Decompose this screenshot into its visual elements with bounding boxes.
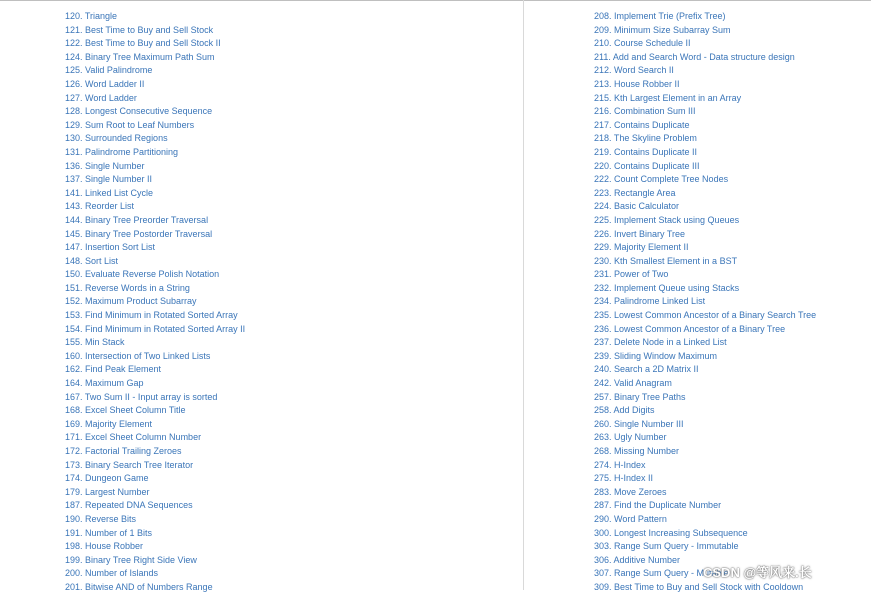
problem-link[interactable]: 260. Single Number III bbox=[594, 418, 684, 429]
problem-link[interactable]: 225. Implement Stack using Queues bbox=[594, 214, 740, 225]
problem-link[interactable]: 164. Maximum Gap bbox=[65, 378, 144, 389]
problem-link[interactable]: 127. Word Ladder bbox=[65, 92, 137, 103]
problem-link[interactable]: 223. Rectangle Area bbox=[594, 187, 676, 198]
problem-link[interactable]: 274. H-Index bbox=[594, 459, 646, 470]
left-problem-list bbox=[65, 10, 245, 595]
problem-link[interactable]: 215. Kth Largest Element in an Array bbox=[594, 92, 742, 103]
problem-link[interactable]: 212. Word Search II bbox=[594, 65, 674, 76]
problem-link[interactable]: 209. Minimum Size Subarray Sum bbox=[594, 24, 731, 35]
problem-link[interactable]: 153. Find Minimum in Rotated Sorted Array bbox=[65, 310, 238, 321]
problem-link[interactable]: 167. Two Sum II - Input array is sorted bbox=[65, 391, 218, 402]
problem-link[interactable]: 309. Best Time to Buy and Sell Stock with Cooldown bbox=[594, 581, 804, 592]
problem-link[interactable]: 168. Excel Sheet Column Title bbox=[65, 405, 186, 416]
problem-link[interactable]: 287. Find the Duplicate Number bbox=[594, 500, 722, 511]
problem-link[interactable]: 258. Add Digits bbox=[594, 405, 655, 416]
problem-link[interactable]: 137. Single Number II bbox=[65, 174, 153, 185]
problem-link[interactable]: 122. Best Time to Buy and Sell Stock II bbox=[65, 38, 221, 49]
problem-link[interactable]: 147. Insertion Sort List bbox=[65, 242, 156, 253]
problem-link[interactable]: 124. Binary Tree Maximum Path Sum bbox=[65, 51, 215, 62]
problem-link[interactable]: 130. Surrounded Regions bbox=[65, 133, 168, 144]
problem-link[interactable]: 129. Sum Root to Leaf Numbers bbox=[65, 119, 195, 130]
problem-link[interactable]: 174. Dungeon Game bbox=[65, 473, 149, 484]
problem-link[interactable]: 198. House Robber bbox=[65, 541, 144, 552]
problem-link[interactable]: 210. Course Schedule II bbox=[594, 38, 691, 49]
problem-link[interactable]: 234. Palindrome Linked List bbox=[594, 296, 706, 307]
problem-link[interactable]: 283. Move Zeroes bbox=[594, 486, 667, 497]
problem-link[interactable]: 151. Reverse Words in a String bbox=[65, 282, 190, 293]
problem-link[interactable]: 229. Majority Element II bbox=[594, 242, 689, 253]
problem-link[interactable]: 237. Delete Node in a Linked List bbox=[594, 337, 727, 348]
problem-link[interactable]: 187. Repeated DNA Sequences bbox=[65, 500, 193, 511]
problem-link[interactable]: 224. Basic Calculator bbox=[594, 201, 680, 212]
column-divider bbox=[523, 0, 524, 590]
problem-link[interactable]: 303. Range Sum Query - Immutable bbox=[594, 541, 739, 552]
problem-link[interactable]: 268. Missing Number bbox=[594, 446, 680, 456]
problem-link[interactable]: 242. Valid Anagram bbox=[594, 378, 672, 389]
problem-link[interactable]: 155. Min Stack bbox=[65, 337, 125, 348]
problem-link[interactable]: 199. Binary Tree Right Side View bbox=[65, 554, 197, 565]
problem-link[interactable]: 148. Sort List bbox=[65, 255, 119, 266]
problem-link[interactable]: 230. Kth Smallest Element in a BST bbox=[594, 255, 738, 266]
problem-link[interactable]: 263. Ugly Number bbox=[594, 432, 667, 443]
problem-link[interactable]: 131. Palindrome Partitioning bbox=[65, 146, 179, 157]
problem-link[interactable]: 235. Lowest Common Ancestor of a Binary Search Tree bbox=[594, 310, 817, 321]
problem-link[interactable]: 208. Implement Trie (Prefix Tree) bbox=[594, 11, 726, 21]
problem-link[interactable]: 239. Sliding Window Maximum bbox=[594, 350, 718, 361]
problem-link[interactable]: 307. Range Sum Query - Mutable bbox=[594, 568, 729, 579]
problem-link[interactable]: 231. Power of Two bbox=[594, 269, 669, 280]
problem-link[interactable]: 216. Combination Sum III bbox=[594, 106, 696, 117]
problem-link[interactable]: 222. Count Complete Tree Nodes bbox=[594, 174, 729, 185]
problem-link[interactable]: 275. H-Index II bbox=[594, 473, 654, 484]
problem-link[interactable]: 290. Word Pattern bbox=[594, 513, 667, 524]
problem-link[interactable]: 190. Reverse Bits bbox=[65, 513, 137, 524]
problem-link[interactable]: 169. Majority Element bbox=[65, 418, 153, 429]
problem-link[interactable]: 150. Evaluate Reverse Polish Notation bbox=[65, 269, 220, 280]
problem-link[interactable]: 128. Longest Consecutive Sequence bbox=[65, 106, 213, 117]
problem-link[interactable]: 171. Excel Sheet Column Number bbox=[65, 432, 202, 443]
problem-link[interactable]: 143. Reorder List bbox=[65, 201, 135, 212]
problem-link[interactable]: 220. Contains Duplicate III bbox=[594, 160, 700, 171]
problem-link[interactable]: 173. Binary Search Tree Iterator bbox=[65, 459, 194, 470]
problem-link[interactable]: 120. Triangle bbox=[65, 11, 118, 21]
problem-link[interactable]: 126. Word Ladder II bbox=[65, 78, 145, 89]
problem-link[interactable]: 300. Longest Increasing Subsequence bbox=[594, 527, 748, 538]
problem-link[interactable]: 219. Contains Duplicate II bbox=[594, 146, 698, 157]
problem-link[interactable]: 145. Binary Tree Postorder Traversal bbox=[65, 228, 213, 239]
problem-link[interactable]: 257. Binary Tree Paths bbox=[594, 391, 686, 402]
problem-link[interactable]: 152. Maximum Product Subarray bbox=[65, 296, 197, 307]
problem-link[interactable]: 232. Implement Queue using Stacks bbox=[594, 282, 740, 293]
problem-link[interactable]: 136. Single Number bbox=[65, 160, 145, 171]
problem-link[interactable]: 144. Binary Tree Preorder Traversal bbox=[65, 214, 209, 225]
problem-link[interactable]: 125. Valid Palindrome bbox=[65, 65, 153, 76]
problem-link[interactable]: 226. Invert Binary Tree bbox=[594, 228, 686, 239]
problem-link[interactable]: 162. Find Peak Element bbox=[65, 364, 162, 375]
top-border bbox=[0, 0, 871, 1]
problem-link[interactable]: 200. Number of Islands bbox=[65, 568, 159, 579]
right-problem-list bbox=[594, 10, 816, 595]
problem-link[interactable]: 201. Bitwise AND of Numbers Range bbox=[65, 581, 213, 592]
problem-link[interactable]: 218. The Skyline Problem bbox=[594, 133, 697, 144]
problem-link[interactable]: 172. Factorial Trailing Zeroes bbox=[65, 446, 182, 456]
problem-link[interactable]: 179. Largest Number bbox=[65, 486, 150, 497]
problem-link[interactable]: 121. Best Time to Buy and Sell Stock bbox=[65, 24, 214, 35]
problem-link[interactable]: 240. Search a 2D Matrix II bbox=[594, 364, 699, 375]
problem-link[interactable]: 306. Additive Number bbox=[594, 554, 681, 565]
csdn-watermark: CSDN @等风来.长 bbox=[703, 565, 812, 580]
problem-link[interactable]: 191. Number of 1 Bits bbox=[65, 527, 153, 538]
problem-link[interactable]: 213. House Robber II bbox=[594, 78, 680, 89]
problem-link[interactable]: 160. Intersection of Two Linked Lists bbox=[65, 350, 211, 361]
problem-link[interactable]: 141. Linked List Cycle bbox=[65, 187, 154, 198]
problem-link[interactable]: 154. Find Minimum in Rotated Sorted Array II bbox=[65, 323, 246, 334]
problem-link[interactable]: 217. Contains Duplicate bbox=[594, 119, 690, 130]
problem-link[interactable]: 211. Add and Search Word - Data structure design bbox=[594, 51, 795, 62]
problem-link[interactable]: 236. Lowest Common Ancestor of a Binary Tree bbox=[594, 323, 786, 334]
